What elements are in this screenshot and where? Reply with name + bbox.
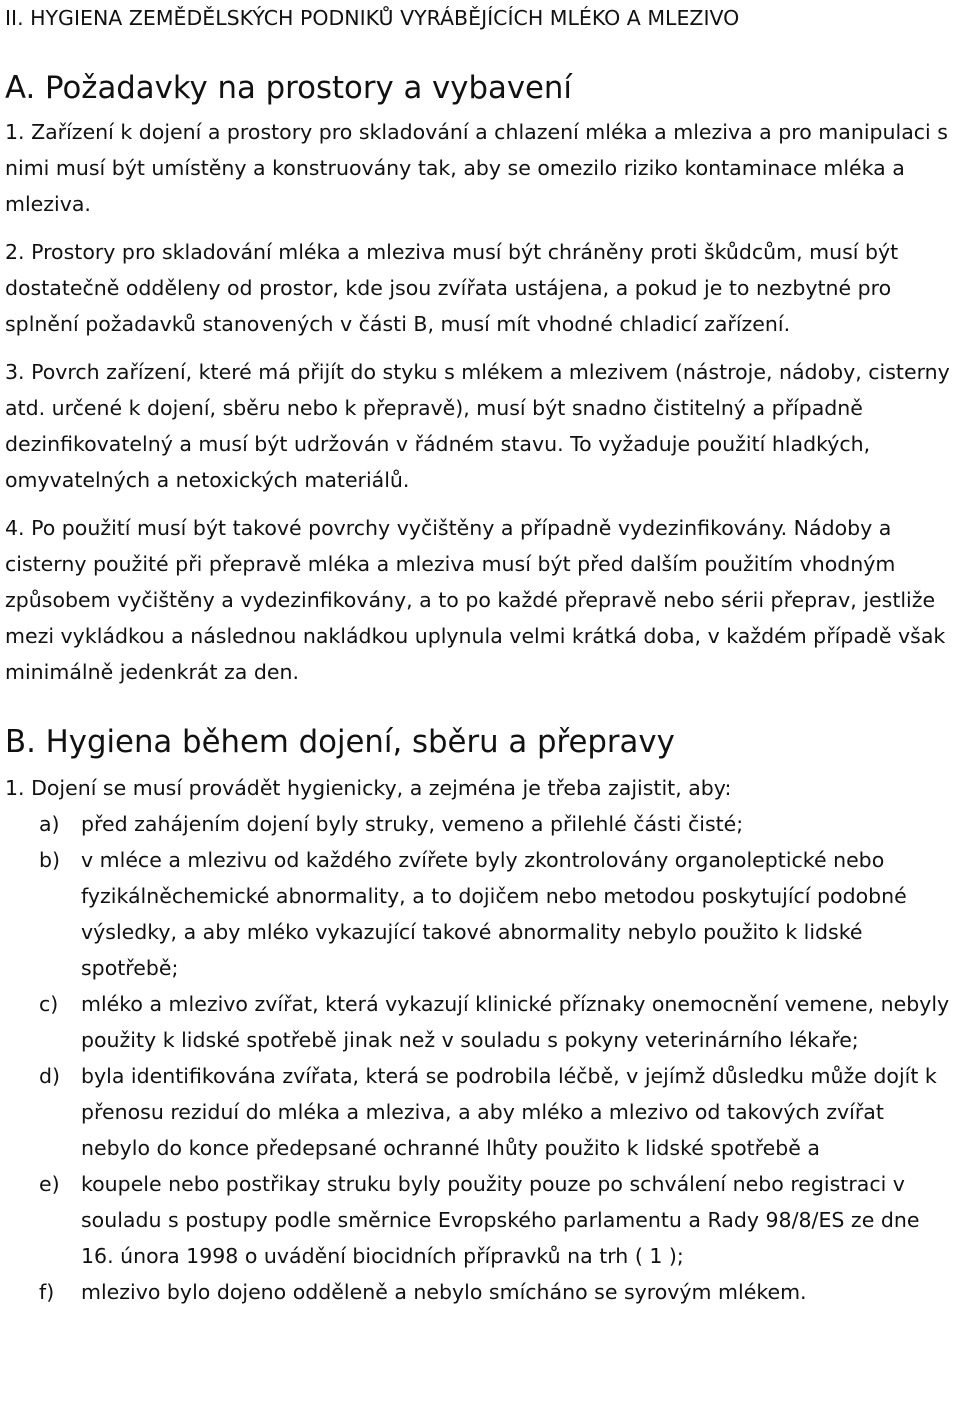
section-a-heading: A. Požadavky na prostory a vybavení [5, 70, 572, 106]
section-b-heading: B. Hygiena během dojení, sběru a přepravy [5, 724, 675, 760]
list-item-letter: b) [39, 848, 61, 872]
list-item-text: mlezivo bylo dojeno odděleně a nebylo smícháno se syrovým mlékem. [81, 1280, 807, 1304]
list-item-letter: c) [39, 992, 59, 1016]
list-item [5, 806, 955, 842]
document-title: II. HYGIENA ZEMĚDĚLSKÝCH PODNIKŮ VYRÁBĚJÍCÍCH MLÉKO A MLEZIVO [5, 6, 740, 30]
list-item-letter: d) [39, 1064, 61, 1088]
list-item-letter: a) [39, 812, 60, 836]
list-item [5, 1274, 955, 1310]
list-item-letter: e) [39, 1172, 60, 1196]
section-b-list [5, 806, 955, 1310]
list-item-text: koupele nebo postřikay struku byly použity pouze po schválení nebo registraci v souladu s postupy podle směrnice Evropského parlamentu a Rady 98/8/ES ze dne 16. února 1998 o uvádění biocidních přípravků na trh ( 1 ); [81, 1172, 920, 1268]
list-item [5, 986, 955, 1058]
list-item [5, 1058, 955, 1166]
list-item [5, 842, 955, 986]
section-a-paragraph-1: 1. Zařízení k dojení a prostory pro skladování a chlazení mléka a mleziva a pro manipulaci s nimi musí být umístěny a konstruovány tak, aby se omezilo riziko kontaminace mléka a mleziva. [5, 120, 948, 216]
section-a-paragraph-3: 3. Povrch zařízení, které má přijít do styku s mlékem a mlezivem (nástroje, nádoby, cisterny atd. určené k dojení, sběru nebo k přepravě), musí být snadno čistitelný a případně dezinfikovatelný a musí být udržován v řádném stavu. To vyžaduje použití hladkých, omyvatelných a netoxických materiálů. [5, 360, 950, 492]
list-item-text: v mléce a mlezivu od každého zvířete byly zkontrolovány organoleptické nebo fyzikálněchemické abnormality, a to dojičem nebo metodou poskytující podobné výsledky, a aby mléko vykazující takové abnormality nebylo použito k lidské spotřebě; [81, 848, 907, 980]
section-b-intro: 1. Dojení se musí provádět hygienicky, a zejména je třeba zajistit, aby: [5, 776, 732, 800]
list-item [5, 1166, 955, 1274]
list-item-letter: f) [39, 1280, 55, 1304]
list-item-text: mléko a mlezivo zvířat, která vykazují klinické příznaky onemocnění vemene, nebyly použity k lidské spotřebě jinak než v souladu s pokyny veterinárního lékaře; [81, 992, 950, 1052]
section-a-paragraph-2: 2. Prostory pro skladování mléka a mleziva musí být chráněny proti škůdcům, musí být dostatečně odděleny od prostor, kde jsou zvířata ustájena, a pokud je to nezbytné pro splnění požadavků stanovených v části B, musí mít vhodné chladicí zařízení. [5, 240, 899, 336]
section-a-paragraph-4: 4. Po použití musí být takové povrchy vyčištěny a případně vydezinfikovány. Nádoby a cisterny použité při přepravě mléka a mleziva musí být před dalším použitím vhodným způsobem vyčištěny a vydezinfikovány, a to po každé přepravě nebo sérii přeprav, jestliže mezi vykládkou a následnou nakládkou uplynula velmi krátká doba, v každém případě však minimálně jedenkrát za den. [5, 516, 946, 684]
list-item-text: byla identifikována zvířata, která se podrobila léčbě, v jejímž důsledku může dojít k přenosu reziduí do mléka a mleziva, a aby mléko a mlezivo od takových zvířat nebylo do konce předepsané ochranné lhůty použito k lidské spotřebě a [81, 1064, 937, 1160]
list-item-text: před zahájením dojení byly struky, vemeno a přilehlé části čisté; [81, 812, 744, 836]
document-page [5, 0, 955, 1310]
